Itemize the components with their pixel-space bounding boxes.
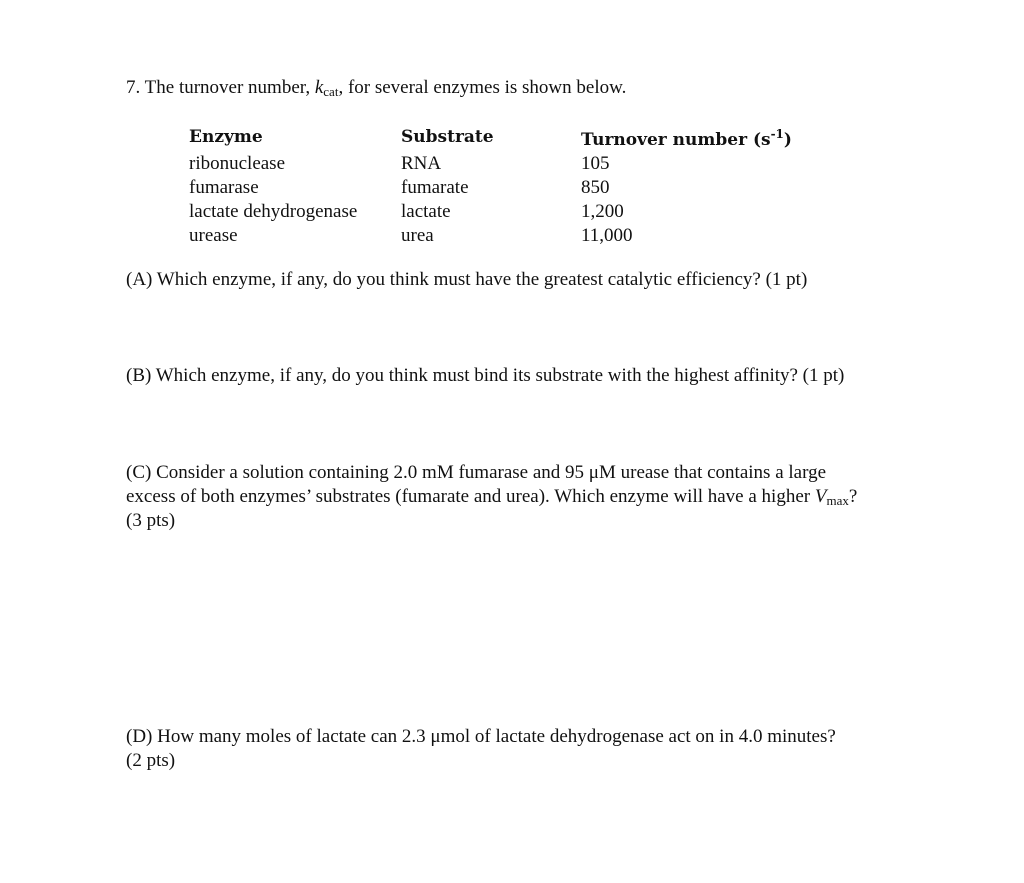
question-7-suffix: , for several enzymes is shown below.: [338, 77, 627, 98]
cell-turnover: 850: [581, 177, 610, 198]
cell-turnover: 105: [581, 153, 610, 174]
header-enzyme: Enzyme: [189, 127, 263, 147]
kcat-subscript: cat: [323, 84, 339, 99]
cell-substrate: urea: [401, 225, 434, 246]
cell-enzyme: fumarase: [189, 177, 259, 198]
table-header-row: [189, 122, 801, 152]
kcat-symbol: k: [314, 77, 324, 98]
part-c-line-1: (C) Consider a solution containing 2.0 mM fumarase and 95 μM urease that contains a large: [126, 462, 827, 483]
part-d-question: (D) How many moles of lactate can 2.3 μmol of lactate dehydrogenase act on in 4.0 minutes?: [126, 726, 836, 747]
part-a-question: (A) Which enzyme, if any, do you think must have the greatest catalytic efficiency? (1 pt): [126, 269, 808, 290]
table-row: [189, 200, 801, 224]
cell-turnover: 1,200: [581, 201, 624, 222]
header-turnover-prefix: Turnover number (s: [581, 130, 771, 150]
part-c-line-2-prefix: excess of both enzymes’ substrates (fumarate and urea). Which enzyme will have a higher: [126, 486, 815, 507]
part-d-points: (2 pts): [126, 750, 176, 771]
table-row: [189, 152, 801, 176]
cell-enzyme: urease: [189, 225, 238, 246]
table-row: [189, 224, 801, 248]
header-turnover-suffix: ): [783, 130, 792, 150]
header-substrate: Substrate: [401, 127, 494, 147]
vmax-subscript: max: [826, 493, 849, 508]
table-row: [189, 176, 801, 200]
cell-substrate: RNA: [401, 153, 442, 174]
cell-enzyme: lactate dehydrogenase: [189, 201, 358, 222]
vmax-symbol: V: [814, 486, 827, 507]
part-c-points: (3 pts): [126, 510, 176, 531]
part-b-question: (B) Which enzyme, if any, do you think must bind its substrate with the highest affinity? (1 pt): [126, 365, 845, 386]
question-7-prompt: [126, 76, 626, 104]
header-turnover: [581, 122, 801, 152]
cell-substrate: fumarate: [401, 177, 469, 198]
part-c-line-2: [126, 485, 857, 513]
part-c-line-2-suffix: ?: [848, 486, 858, 507]
cell-turnover: 11,000: [581, 225, 633, 246]
cell-enzyme: ribonuclease: [189, 153, 286, 174]
header-turnover-sup: -1: [770, 127, 784, 141]
turnover-table: [189, 122, 801, 248]
cell-substrate: lactate: [401, 201, 451, 222]
question-7-prefix: 7. The turnover number,: [126, 77, 315, 98]
